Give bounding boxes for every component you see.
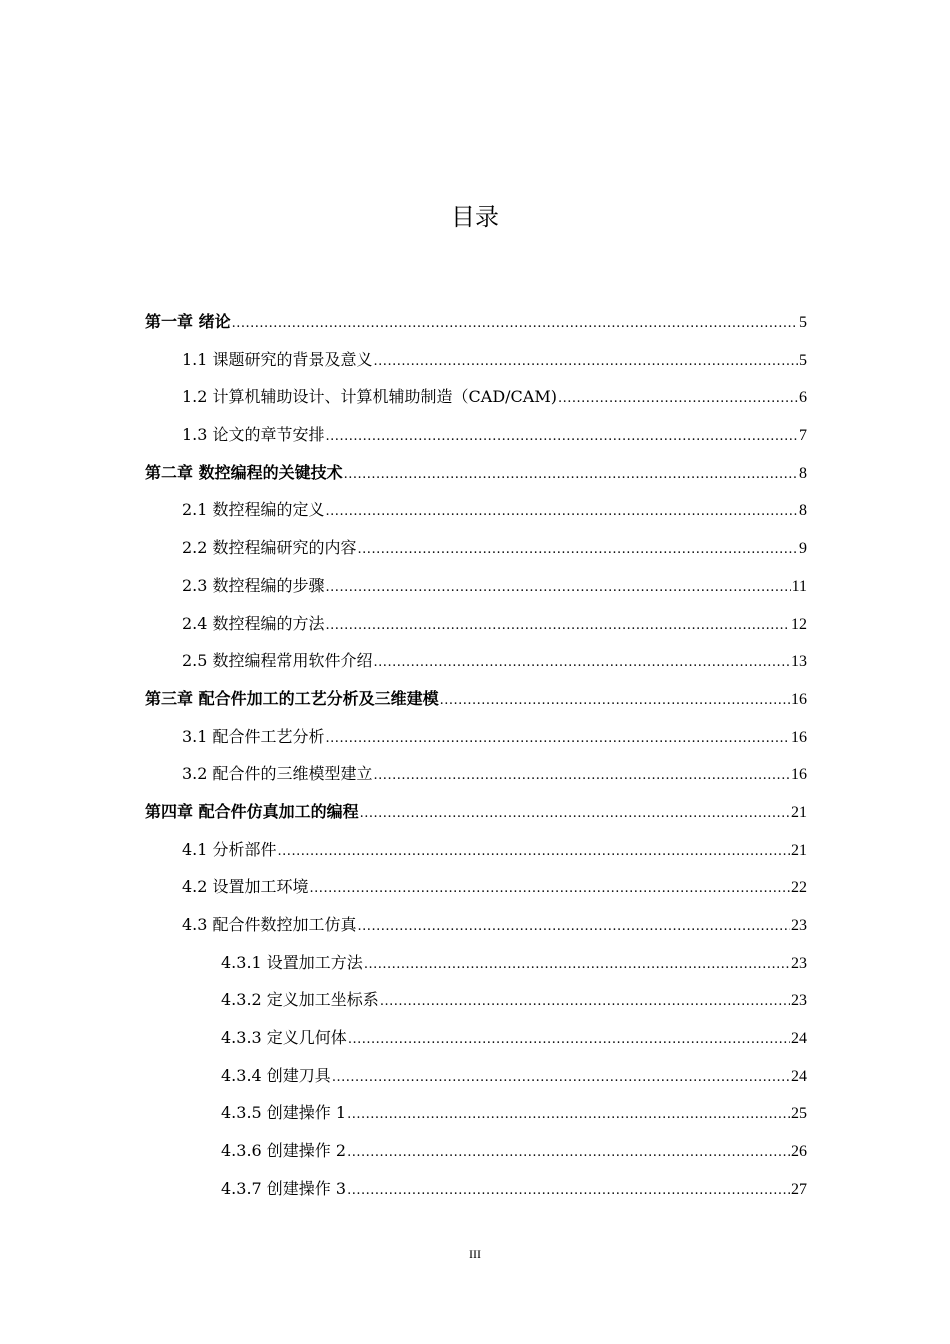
toc-entry[interactable] — [145, 491, 807, 529]
toc-entry-label: 4.3.5 创建操作 1 — [221, 1103, 347, 1123]
toc-entry[interactable] — [145, 642, 807, 680]
toc-entry[interactable] — [145, 981, 807, 1019]
toc-entry-label: 3.1 配合件工艺分析 — [182, 726, 325, 746]
toc-entry[interactable] — [145, 341, 807, 379]
toc-entry-page: 24 — [791, 1067, 807, 1085]
toc-entry[interactable] — [145, 793, 807, 831]
toc-entry-label: 1.3 论文的章节安排 — [182, 425, 325, 445]
toc-entry[interactable] — [145, 1132, 807, 1170]
table-of-contents — [145, 303, 807, 1208]
toc-entry[interactable] — [145, 868, 807, 906]
toc-entry-label: 2.2 数控程编研究的内容 — [182, 538, 357, 558]
toc-entry[interactable] — [145, 605, 807, 643]
toc-entry-page: 16 — [791, 728, 807, 746]
toc-entry-page: 11 — [791, 577, 807, 595]
toc-leader-dots — [326, 418, 798, 456]
toc-entry[interactable] — [145, 1019, 807, 1057]
toc-entry-label: 4.3.6 创建操作 2 — [221, 1141, 347, 1161]
toc-entry[interactable] — [145, 906, 807, 944]
toc-entry-label: 4.3 配合件数控加工仿真 — [182, 915, 357, 934]
toc-leader-dots — [326, 720, 790, 758]
toc-entry-page: 12 — [791, 615, 807, 633]
toc-entry[interactable] — [145, 454, 807, 492]
toc-leader-dots — [278, 833, 790, 871]
toc-entry-page: 8 — [799, 464, 807, 482]
toc-entry[interactable] — [145, 416, 807, 454]
toc-entry-label: 2.3 数控程编的步骤 — [182, 575, 325, 595]
toc-entry-label: 2.5 数控编程常用软件介绍 — [182, 651, 373, 671]
page-number-footer: III — [469, 1247, 481, 1261]
toc-leader-dots — [310, 870, 790, 908]
toc-entry-label: 4.1 分析部件 — [182, 839, 277, 859]
toc-entry[interactable] — [145, 1094, 807, 1132]
toc-entry[interactable] — [145, 1057, 807, 1095]
toc-leader-dots — [358, 908, 790, 946]
toc-entry-page: 5 — [799, 351, 807, 369]
toc-leader-dots — [360, 795, 790, 833]
toc-leader-dots — [326, 493, 798, 531]
toc-entry-label: 4.3.2 定义加工坐标系 — [221, 990, 379, 1010]
toc-entry-page: 23 — [791, 992, 807, 1010]
toc-leader-dots — [347, 1172, 790, 1210]
toc-entry-page: 22 — [791, 879, 807, 897]
toc-entry[interactable] — [145, 378, 807, 416]
toc-leader-dots — [364, 946, 790, 984]
toc-entry-label: 2.4 数控程编的方法 — [182, 613, 325, 633]
toc-leader-dots — [326, 607, 790, 645]
toc-leader-dots — [440, 682, 790, 720]
toc-leader-dots — [232, 305, 798, 343]
toc-entry[interactable] — [145, 1170, 807, 1208]
toc-leader-dots — [358, 531, 798, 569]
toc-entry-label: 1.1 课题研究的背景及意义 — [182, 349, 373, 369]
toc-leader-dots — [380, 983, 790, 1021]
toc-leader-dots — [348, 1021, 790, 1059]
toc-entry-page: 26 — [791, 1143, 807, 1161]
toc-entry-page: 16 — [791, 690, 807, 708]
toc-entry-page: 8 — [799, 502, 807, 520]
toc-entry-label: 4.3.4 创建刀具 — [221, 1065, 331, 1085]
toc-entry-page: 23 — [791, 917, 807, 934]
toc-entry-page: 9 — [799, 540, 807, 558]
toc-entry-label: 4.3.7 创建操作 3 — [221, 1178, 347, 1198]
toc-leader-dots — [347, 1096, 790, 1134]
toc-entry-label: 第二章 数控编程的关键技术 — [145, 462, 343, 482]
toc-entry[interactable] — [145, 680, 807, 718]
toc-leader-dots — [344, 456, 798, 494]
toc-entry-page: 6 — [799, 389, 807, 407]
toc-entry-page: 16 — [791, 766, 807, 784]
toc-leader-dots — [332, 1059, 790, 1097]
toc-entry-page: 7 — [799, 427, 807, 445]
toc-entry-page: 24 — [791, 1030, 807, 1048]
toc-entry-page: 21 — [791, 803, 807, 821]
toc-entry[interactable] — [145, 944, 807, 982]
toc-entry-page: 27 — [791, 1180, 807, 1198]
toc-entry-label: 4.3.1 设置加工方法 — [221, 952, 363, 972]
toc-entry-label: 3.2 配合件的三维模型建立 — [182, 764, 373, 784]
toc-leader-dots — [326, 569, 791, 607]
toc-entry-label: 第一章 绪论 — [145, 312, 231, 331]
toc-entry-label: 第三章 配合件加工的工艺分析及三维建模 — [145, 688, 439, 708]
toc-entry-label: 1.2 计算机辅助设计、计算机辅助制造（CAD/CAM) — [182, 387, 557, 407]
toc-entry-label: 4.2 设置加工环境 — [182, 877, 309, 897]
toc-entry[interactable] — [145, 755, 807, 793]
toc-leader-dots — [374, 757, 790, 795]
toc-entry[interactable] — [145, 529, 807, 567]
toc-entry-page: 13 — [791, 653, 807, 671]
toc-leader-dots — [374, 343, 798, 381]
toc-leader-dots — [374, 644, 790, 682]
toc-entry[interactable] — [145, 831, 807, 869]
toc-entry-page: 5 — [799, 314, 807, 331]
toc-entry-page: 23 — [791, 954, 807, 972]
toc-entry-page: 25 — [791, 1105, 807, 1123]
toc-entry-label: 2.1 数控程编的定义 — [182, 500, 325, 520]
toc-leader-dots — [347, 1134, 790, 1172]
toc-entry-page: 21 — [791, 841, 807, 859]
toc-title: 目录 — [451, 203, 499, 231]
toc-entry[interactable] — [145, 303, 807, 341]
toc-leader-dots — [558, 380, 798, 418]
toc-entry[interactable] — [145, 718, 807, 756]
toc-entry[interactable] — [145, 567, 807, 605]
toc-entry-label: 第四章 配合件仿真加工的编程 — [145, 801, 359, 821]
toc-entry-label: 4.3.3 定义几何体 — [221, 1028, 347, 1048]
